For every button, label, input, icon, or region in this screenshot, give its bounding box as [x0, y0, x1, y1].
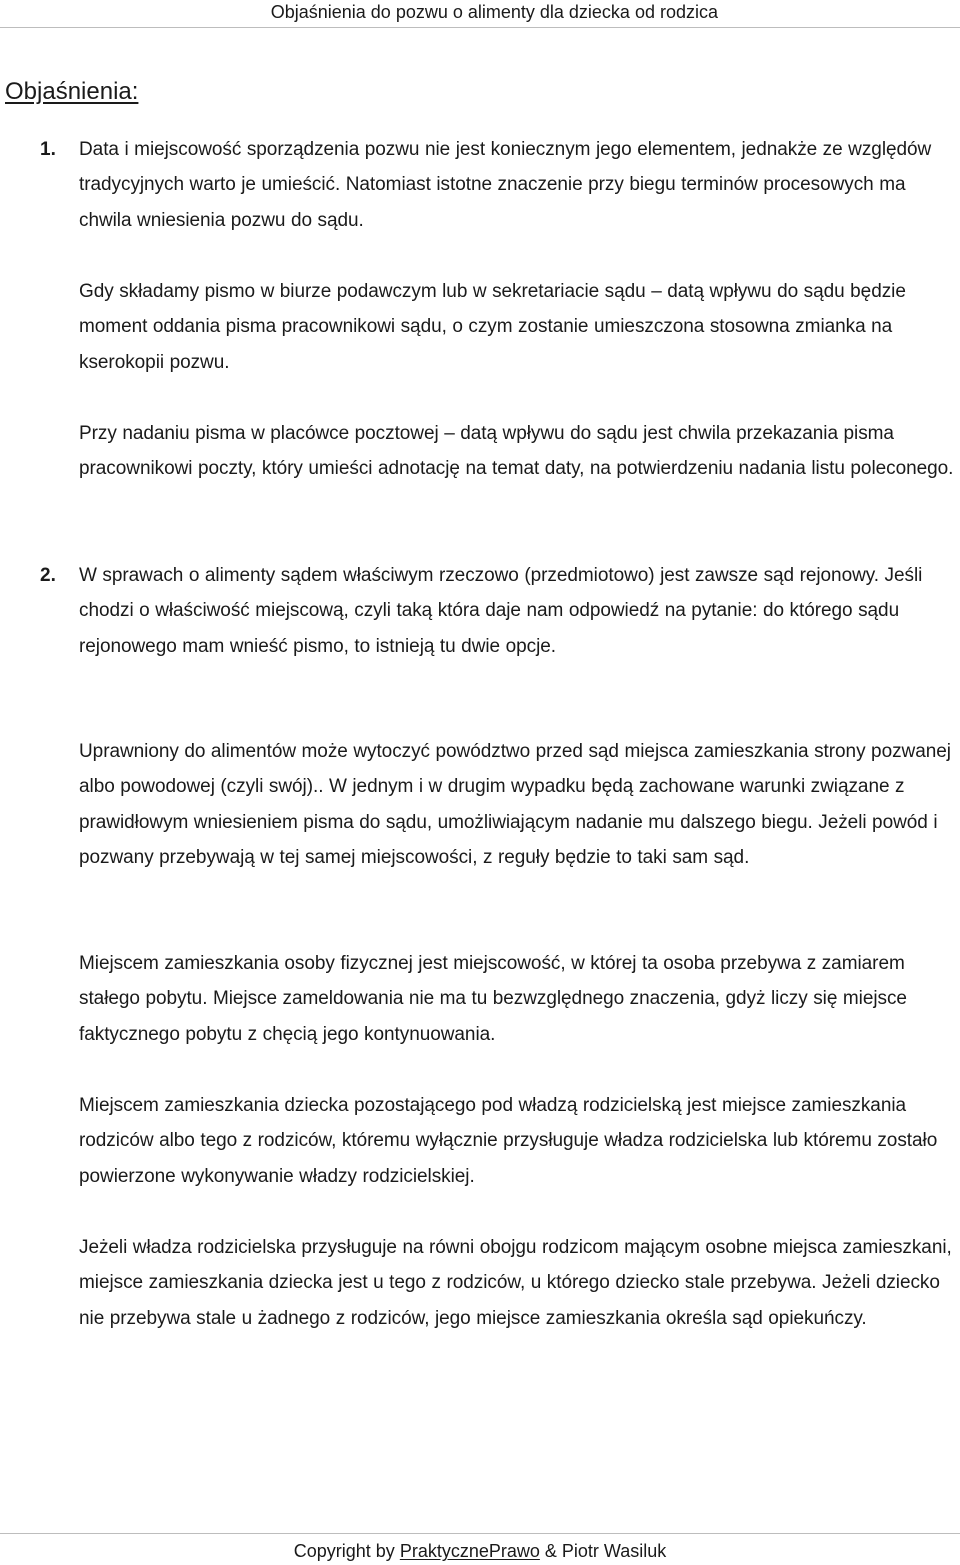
paragraph: Gdy składamy pismo w biurze podawczym lub w sekretariacie sądu – datą wpływu do sądu będzie moment oddania pisma pracownikowi sądu, o czym zostanie umieszczona stosowna zmianka na kserokopii pozwu.: [79, 281, 906, 373]
paragraph: W sprawach o alimenty sądem właściwym rzeczowo (przedmiotowo) jest zawsze sąd rejonowy. Jeśli chodzi o właściwość miejscową, czyli taką która daje nam odpowiedź na pytanie: do którego sądu rejonowego mam wnieść pismo, to istnieją tu dwie opcje.: [79, 565, 923, 657]
paragraph: Jeżeli władza rodzicielska przysługuje na równi obojgu rodzicom mającym osobne miejsca zamieszkani, miejsce zamieszkania dziecka jest u tego z rodziców, u którego dziecko stale przebywa. Jeżeli dziecko nie przebywa stale u żadnego z rodziców, jego miejsce zamieszkania określa sąd opiekuńczy.: [79, 1237, 952, 1329]
footer-link[interactable]: PraktycznePrawo: [399, 1541, 540, 1561]
footer-prefix: Copyright by: [293, 1541, 400, 1561]
header-divider: [0, 27, 960, 28]
paragraph: Miejscem zamieszkania osoby fizycznej jest miejscowość, w której ta osoba przebywa z zamiarem stałego pobytu. Miejsce zameldowania nie ma tu bezwzględnego znaczenia, gdyż liczy się miejsce faktycznego pobytu z chęcią jego kontynuowania.: [79, 953, 907, 1045]
paragraph: Uprawniony do alimentów może wytoczyć powództwo przed sąd miejsca zamieszkania strony pozwanej albo powodowej (czyli swój).. W jednym i w drugim wypadku będą zachowane warunki związane z prawidłowym wniesieniem pisma do sądu, umożliwiającym nadanie mu dalszego biegu. Jeżeli powód i pozwany przebywają w tej samej miejscowości, z reguły będzie to taki sam sąd.: [79, 741, 951, 869]
paragraph: Przy nadaniu pisma w placówce pocztowej – datą wpływu do sądu jest chwila przekazania pisma pracownikowi poczty, który umieści adnotację na temat daty, na potwierdzeniu nadania listu poleconego.: [79, 423, 954, 480]
footer-suffix: & Piotr Wasiluk: [539, 1541, 667, 1561]
list-item-number: 2.: [40, 565, 56, 586]
footer-copyright: [0, 1539, 960, 1563]
section-title: Objaśnienia:: [5, 78, 139, 105]
list-item-number: 1.: [40, 139, 56, 160]
footer-divider: [0, 1533, 960, 1534]
paragraph: Miejscem zamieszkania dziecka pozostającego pod władzą rodzicielską jest miejsce zamieszkania rodziców albo tego z rodziców, któremu wyłącznie przysługuje władza rodzicielska lub któremu zostało powierzone wykonywanie władzy rodzicielskiej.: [79, 1095, 938, 1187]
page-header-title: Objaśnienia do pozwu o alimenty dla dziecka od rodzica: [270, 2, 718, 22]
paragraph: Data i miejscowość sporządzenia pozwu nie jest koniecznym jego elementem, jednakże ze względów tradycyjnych warto je umieścić. Natomiast istotne znaczenie przy biegu terminów procesowych ma chwila wniesienia pozwu do sądu.: [79, 139, 932, 231]
